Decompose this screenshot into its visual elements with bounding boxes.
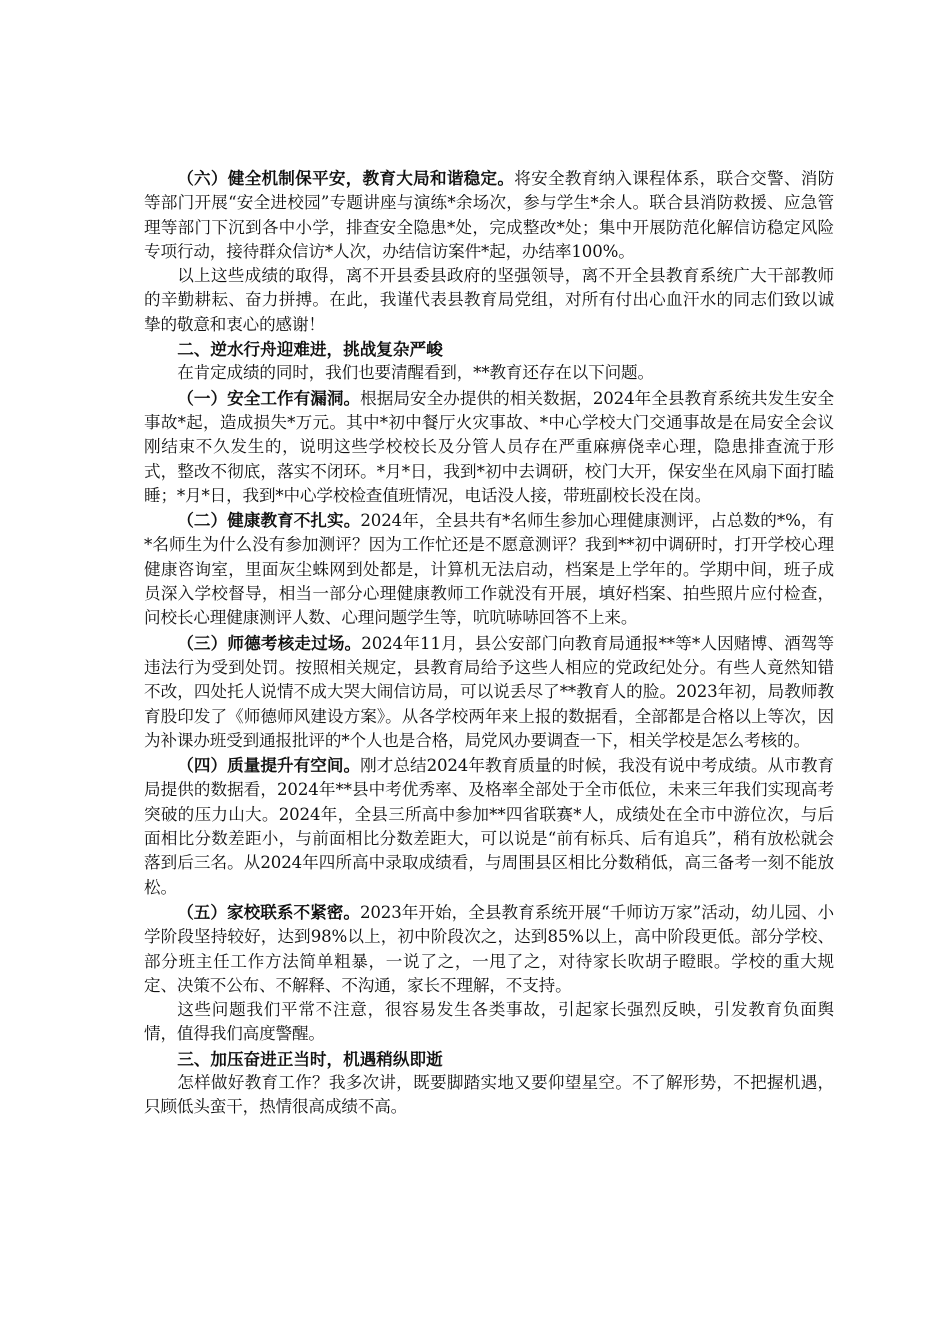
document-page bbox=[144, 166, 834, 1120]
paragraph-lead: （三）师德考核走过场。 bbox=[177, 632, 362, 653]
paragraph-text: 这些问题我们平常不注意，很容易发生各类事故，引起家长强烈反映，引发教育负面舆情，值得我们高度警醒。 bbox=[144, 1000, 834, 1044]
paragraph-lead: （五）家校联系不紧密。 bbox=[177, 901, 360, 922]
paragraph-problem-health bbox=[144, 508, 834, 630]
paragraph-text: 怎样做好教育工作？我多次讲，既要脚踏实地又要仰望星空。不了解形势，不把握机遇，只顾低头蛮干，热情很高成绩不高。 bbox=[144, 1072, 834, 1117]
paragraph-problem-safety bbox=[144, 386, 834, 508]
paragraph-problems-intro bbox=[144, 361, 834, 385]
paragraph-lead: （四）质量提升有空间。 bbox=[177, 755, 361, 776]
paragraph-problem-quality bbox=[144, 753, 834, 900]
paragraph-problem-home-school bbox=[144, 900, 834, 998]
section-heading-three: 三、加压奋进正当时，机遇稍纵即逝 bbox=[177, 1048, 443, 1069]
paragraph-text: 根据局安全办提供的相关数据，2024年全县教育系统共发生安全事故*起，造成损失*万元。其中*初中餐厅火灾事故、*中心学校大门交通事故是在局安全会议刚结束不久发生的，说明这些学校校长及分管人员存在严重麻痹侥幸心理，隐患排查流于形式，整改不彻底，落实不闭环。*月*日，我到*初中去调研，校门大开，保安坐在风扇下面打瞌睡；*月*日，我到*中心学校检查值班情况，电话没人接，带班副校长没在岗。 bbox=[144, 388, 834, 505]
paragraph-text: 以上这些成绩的取得，离不开县委县政府的坚强领导，离不开全县教育系统广大干部教师的辛勤耕耘、奋力拼搏。在此，我谨代表县教育局党组，对所有付出心血汗水的同志们致以诚挚的敬意和衷心的感谢！ bbox=[144, 266, 834, 334]
section-heading-two: 二、逆水行舟迎难进，挑战复杂严峻 bbox=[177, 339, 443, 360]
paragraph-text: 2023年开始，全县教育系统开展“千师访万家”活动，幼儿园、小学阶段坚持较好，达到98%以上，初中阶段次之，达到85%以上，高中阶段更低。部分学校、部分班主任工作方法简单粗暴，一说了之，一甩了之，对待家长吹胡子瞪眼。学校的重大规定、决策不公布、不解释、不沟通，家长不理解，不支持。 bbox=[144, 902, 834, 995]
paragraph-achievement-thanks bbox=[144, 264, 834, 337]
paragraph-problem-ethics bbox=[144, 631, 834, 753]
paragraph-six-safety-mechanism bbox=[144, 166, 834, 264]
paragraph-how-to-work bbox=[144, 1071, 834, 1120]
paragraph-lead: （二）健康教育不扎实。 bbox=[177, 510, 361, 531]
paragraph-problems-warning bbox=[144, 998, 834, 1047]
paragraph-text: 在肯定成绩的同时，我们也要清醒看到，**教育还存在以下问题。 bbox=[177, 363, 654, 383]
paragraph-text: 刚才总结2024年教育质量的时候，我没有说中考成绩。从市教育局提供的数据看，2024年**县中考优秀率、及格率全部处于全市低位，未来三年我们实现高考突破的压力山大。2024年，全县三所高中参加**四省联赛*人，成绩处在全市中游位次，与后面相比分数差距小，与前面相比分数差距大，可以说是“前有标兵、后有追兵”，稍有放松就会落到后三名。从2024年四所高中录取成绩看，与周围县区相比分数稍低，高三备考一刻不能放松。 bbox=[144, 756, 834, 897]
paragraph-lead: （六）健全机制保平安，教育大局和谐稳定。 bbox=[177, 168, 515, 188]
paragraph-text: 2024年11月，县公安部门向教育局通报**等*人因赌博、酒驾等违法行为受到处罚。按照相关规定，县教育局给予这些人相应的党政纪处分。有些人竟然知错不改，四处托人说情不成大哭大闹信访局，可以说丢尽了**教育人的脸。2023年初，局教师教育股印发了《师德师风建设方案》。从各学校两年来上报的数据看，全部都是合格以上等次，因为补课办班受到通报批评的*个人也是合格，局党风办要调查一下，相关学校是怎么考核的。 bbox=[144, 633, 834, 750]
paragraph-text: 2024年，全县共有*名师生参加心理健康测评，占总数的*%，有*名师生为什么没有参加测评？因为工作忙还是不愿意测评？我到**初中调研时，打开学校心理健康咨询室，里面灰尘蛛网到处都是，计算机无法启动，档案是上学年的。学期中间，班子成员深入学校督导，相当一部分心理健康教师工作就没有开展，填好档案、拍些照片应付检查，问校长心理健康测评人数、心理问题学生等，吭吭哧哧回答不上来。 bbox=[144, 511, 834, 628]
paragraph-lead: （一）安全工作有漏洞。 bbox=[177, 387, 361, 408]
paragraph-text: 将安全教育纳入课程体系，联合交警、消防等部门开展“安全进校园”专题讲座与演练*余场次，参与学生*余人。联合县消防救援、应急管理等部门下沉到各中小学，排查安全隐患*处，完成整改*处；集中开展防范化解信访稳定风险专项行动，接待群众信访*人次，办结信访案件*起，办结率100%。 bbox=[144, 169, 835, 261]
